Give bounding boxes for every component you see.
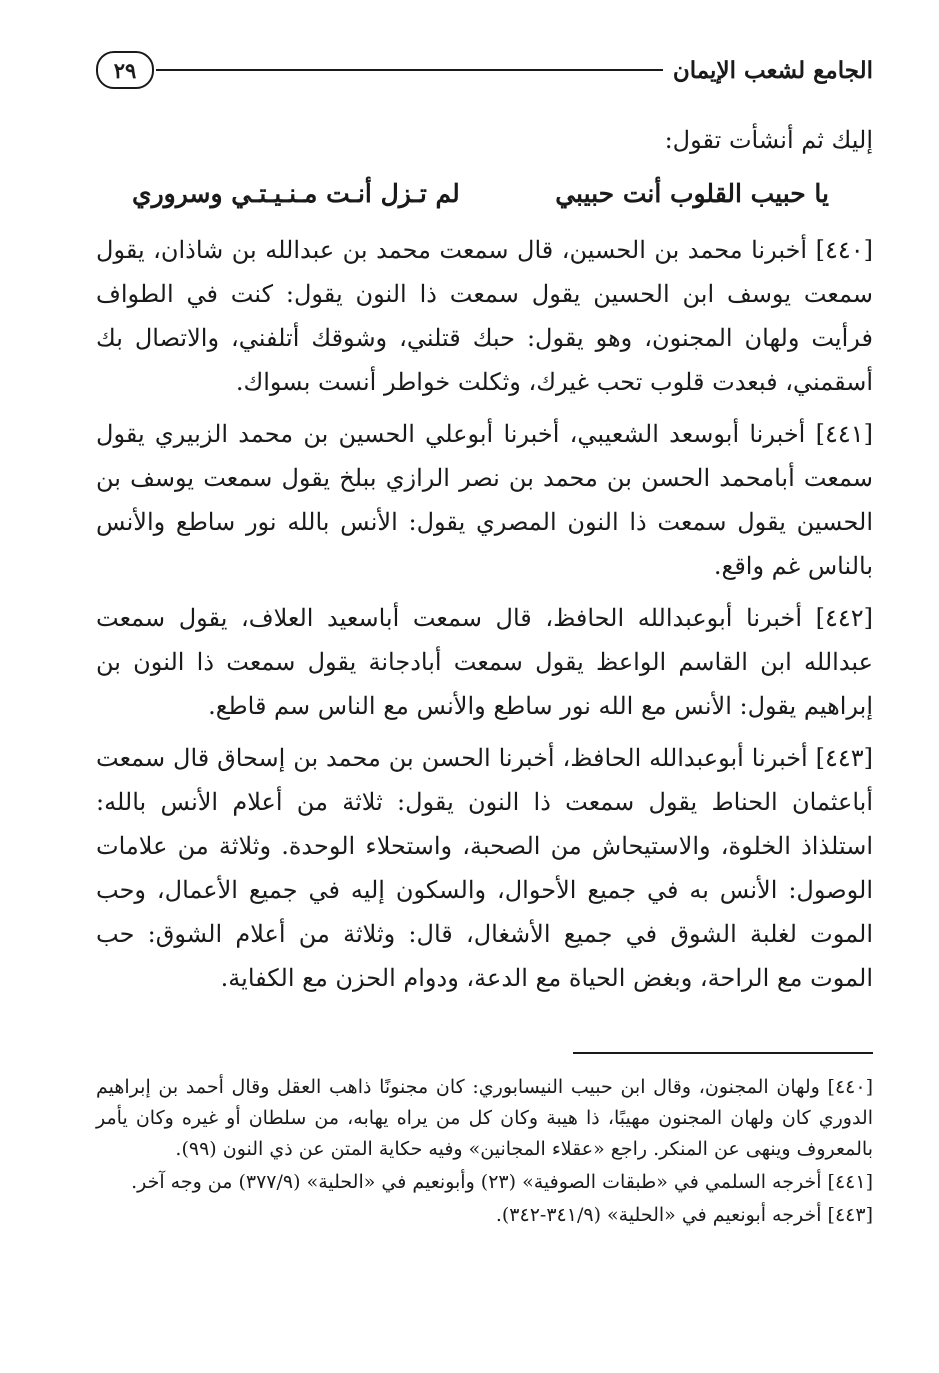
footnote-443: [٤٤٣] أخرجه أبونعيم في «الحلية» (٣٤١/٩-٣٤٢). xyxy=(495,1204,873,1226)
verse-first-hemistich: يا حبيب القلوب أنت حبيبي xyxy=(555,179,829,208)
footnotes xyxy=(96,1072,873,1233)
book-page xyxy=(96,0,873,1373)
poetry-verse xyxy=(96,166,873,222)
paragraph-443: [٤٤٣] أخبرنا أبوعبدالله الحافظ، أخبرنا الحسن بن محمد بن إسحاق قال سمعت أباعثمان الحناط يقول سمعت ذا النون يقول: ثلاثة من أعلام الأنس بالله: استلذاذ الخلوة، والاستيحاش من الصحبة، واستحلاء الوحدة. وثلاثة من علامات الوصول: الأنس به في جميع الأحوال، والسكون إليه في جميع الأعمال، وحب الموت لغلبة الشوق في جميع الأشغال، قال: وثلاثة من أعلام الشوق: حب الموت مع الراحة، وبغض الحياة مع الدعة، ودوام الحزن مع الكفاية. xyxy=(96,744,873,992)
book-title: الجامع لشعب الإيمان xyxy=(672,56,873,84)
main-text xyxy=(96,118,873,1008)
paragraph-440: [٤٤٠] أخبرنا محمد بن الحسين، قال سمعت محمد بن عبدالله بن شاذان، يقول سمعت يوسف ابن الحسين يقول سمعت ذا النون يقول: كنت في الطواف فرأيت ولهان المجنون، وهو يقول: حبك قتلني، وشوقك أتلفني، والاتصال بك أسقمني، فبعدت قلوب تحب غيرك، وثكلت خواطر أنست بسواك. xyxy=(96,236,873,396)
footnote-separator xyxy=(573,1052,873,1054)
footnote-440: [٤٤٠] ولهان المجنون، وقال ابن حبيب النيسابوري: كان مجنونًا ذاهب العقل وقال أحمد بن إبراهيم الدوري كان ولهان المجنون مهيبًا، ذا هيبة وكان كل من يراه يهابه، من سلطان أو غيره وكان يأمر بالمعروف وينهى عن المنكر. راجع «عقلاء المجانين» وفيه حكاية المتن عن ذي النون (٩٩). xyxy=(96,1076,873,1160)
page-number: ٢٩ xyxy=(96,51,154,89)
footnote-441: [٤٤١] أخرجه السلمي في «طبقات الصوفية» (٢٣) وأبونعيم في «الحلية» (٣٧٧/٩) من وجه آخر. xyxy=(131,1171,873,1193)
paragraph-442: [٤٤٢] أخبرنا أبوعبدالله الحافظ، قال سمعت أباسعيد العلاف، يقول سمعت عبدالله ابن القاسم الواعظ يقول سمعت أبادجانة يقول سمعت ذا النون بن إبراهيم يقول: الأنس مع الله نور ساطع والأنس مع الناس سم قاطع. xyxy=(96,604,873,720)
header-rule xyxy=(156,69,663,71)
paragraph-441: [٤٤١] أخبرنا أبوسعد الشعيبي، أخبرنا أبوعلي الحسين بن محمد الزبيري يقول سمعت أبامحمد الحسن بن محمد بن نصر الرازي ببلخ يقول سمعت يوسف بن الحسين يقول سمعت ذا النون المصري يقول: الأنس بالله نور ساطع والأنس بالناس غم واقع. xyxy=(96,420,873,580)
running-header xyxy=(96,46,873,94)
verse-second-hemistich: لم تـزل أنـت مـنـيـتـي وسروري xyxy=(132,179,460,208)
intro-line: إليك ثم أنشأت تقول: xyxy=(664,126,873,154)
